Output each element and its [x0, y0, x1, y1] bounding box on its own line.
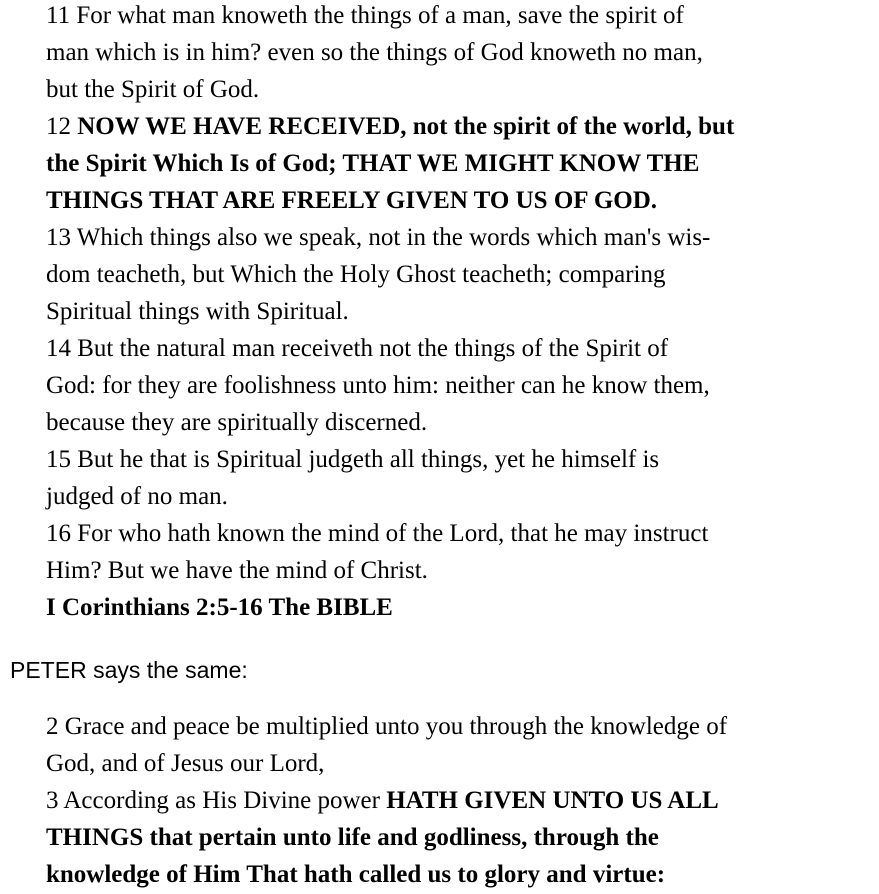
verse-line [46, 515, 846, 552]
verse [46, 782, 846, 893]
verse [46, 0, 846, 108]
verse-line [46, 71, 846, 108]
verse-line [46, 478, 846, 515]
passage-corinthians [46, 0, 846, 626]
verse-text: 11 For what man knoweth the things of a man, save the spirit of [46, 2, 684, 29]
verse [46, 515, 846, 589]
verse [46, 108, 846, 219]
verse-text: 3 According as His Divine power [46, 787, 387, 814]
verse-line [46, 589, 846, 626]
verse-line [46, 856, 846, 893]
passage-peter [46, 708, 846, 893]
verse [46, 219, 846, 330]
verse-text: 2 Grace and peace be multiplied unto you through the knowledge of [46, 713, 728, 740]
verse-text: 15 But he that is Spiritual judgeth all things, yet he himself is [46, 446, 660, 473]
verse-text: because they are spiritually discerned. [46, 409, 428, 436]
verse-line [46, 34, 846, 71]
verse-text: judged of no man. [46, 483, 228, 510]
verse-text: God: for they are foolishness unto him: neither can he know them, [46, 372, 710, 399]
verse-line [46, 293, 846, 330]
verse-text: but the Spirit of God. [46, 76, 260, 103]
verse-line [46, 330, 846, 367]
bold-text: knowledge of Him That hath called us to glory and virtue: [46, 861, 666, 888]
verse-text: Spiritual things with Spiritual. [46, 298, 349, 325]
verse-line [46, 708, 846, 745]
verse-text: 13 Which things also we speak, not in the words which man's wis- [46, 224, 711, 251]
verse-line [46, 256, 846, 293]
verse-line [46, 367, 846, 404]
bold-text: THINGS that pertain unto life and godliness, through the [46, 824, 659, 851]
verse-text: 14 But the natural man receiveth not the things of the Spirit of [46, 335, 669, 362]
verse-line [46, 745, 846, 782]
verse [46, 708, 846, 782]
verse-line [46, 108, 846, 145]
verse-text: man which is in him? even so the things of God knoweth no man, [46, 39, 703, 66]
verse-line [46, 182, 846, 219]
verse-line [46, 819, 846, 856]
verse-line [46, 782, 846, 819]
verse [46, 589, 846, 626]
verse-text: Him? But we have the mind of Christ. [46, 557, 428, 584]
bold-text: THINGS THAT ARE FREELY GIVEN TO US OF GOD. [46, 187, 658, 214]
bold-text: HATH GIVEN UNTO US ALL [386, 787, 719, 814]
verse [46, 330, 846, 441]
verse-text: 12 [46, 113, 78, 140]
verse-line [46, 219, 846, 256]
intro-text: PETER says the same: [10, 657, 248, 683]
verse-line [46, 552, 846, 589]
verse [46, 441, 846, 515]
bold-text: NOW WE HAVE RECEIVED, not the spirit of the world, but [77, 113, 735, 140]
verse-line [46, 441, 846, 478]
verse-line [46, 145, 846, 182]
verse-text: God, and of Jesus our Lord, [46, 750, 325, 777]
verse-line [46, 404, 846, 441]
verse-text: dom teacheth, but Which the Holy Ghost teacheth; comparing [46, 261, 666, 288]
bold-text: I Corinthians 2:5-16 The BIBLE [46, 594, 393, 621]
verse-text: 16 For who hath known the mind of the Lord, that he may instruct [46, 520, 709, 547]
bold-text: the Spirit Which Is of God; THAT WE MIGHT KNOW THE [46, 150, 700, 177]
verse-line [46, 0, 846, 34]
